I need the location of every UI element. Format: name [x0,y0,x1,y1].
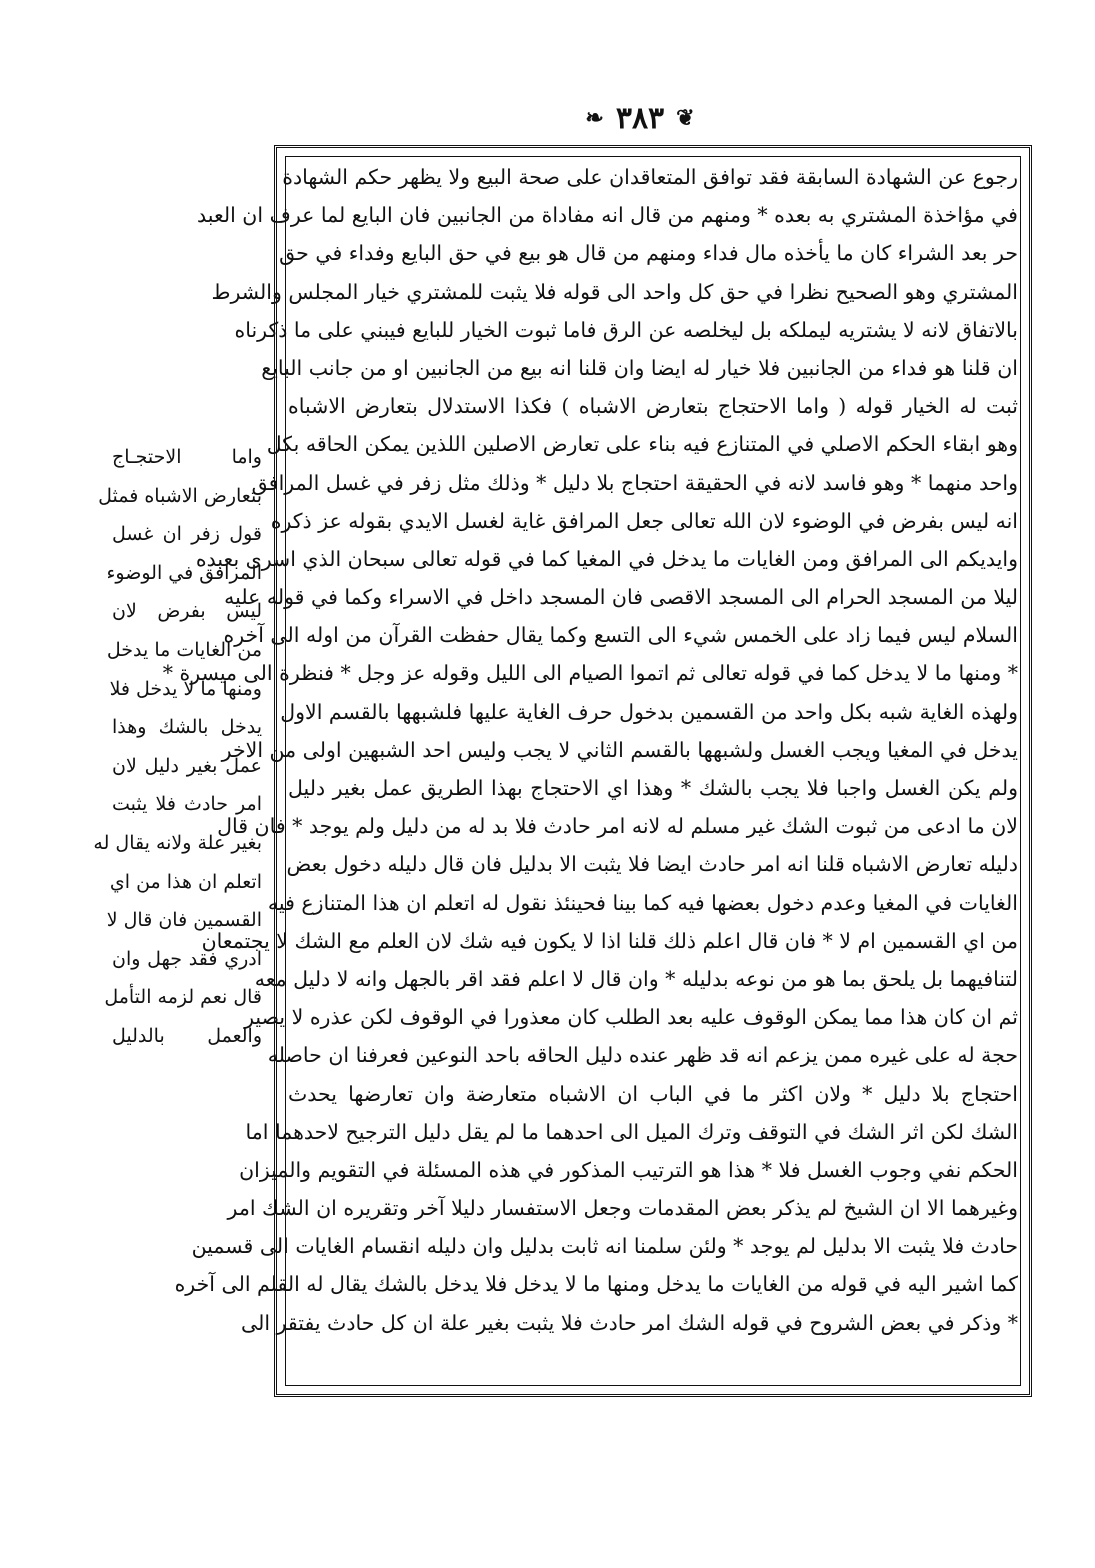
main-text-line: ان قلنا هو فداء من الجانبين فلا خيار له ايضا وان قلنا انه بيع من الجانبين او من جانب البايع [261,355,1018,380]
margin-note-line: المرافق في الوضوء [106,561,262,584]
page-number-text: ٣٨٣ [615,100,665,136]
margin-note-line: ليس بفرض لان [112,600,262,623]
main-text-line: كما اشير اليه في قوله من الغايات ما يدخل ومنها ما لا يدخل فلا يدخل بالشك يقال له القلم الى آخره [174,1272,1018,1297]
main-text-line: * وذكر في بعض الشروح في قوله الشك امر حادث فلا يثبت بغير علة ان كل حادث يفتقر الى [241,1310,1018,1335]
margin-note-line: والعمل بالدليل [112,1024,262,1047]
ornament-right-icon: ❧ [585,105,604,131]
main-text-line: حر بعد الشراء كان ما يأخذه مال فداء ومنهم من قال هو بيع في حق البايع وفداء في حق [279,241,1018,266]
margin-note-line: القسمين فان قال لا [106,909,262,932]
main-text-line: * ومنها ما لا يدخل كما في قوله تعالى ثم اتموا الصيام الى الليل وقوله عز وجل * فنظرة الى ميسرة * [162,661,1018,686]
margin-note-line: قول زفر ان غسل [112,523,262,546]
margin-note-line: بغير علة ولانه يقال له [93,831,262,854]
margin-note-line: امر حادث فلا يثبت [112,793,262,816]
margin-note-line: من الغايات ما يدخل [106,638,262,661]
margin-note-line: يدخل بالشك وهذا [112,716,262,739]
main-text-line: في مؤاخذة المشتري به بعده * ومنهم من قال انه مفاداة من الجانبين فان البايع لما عرف ان العبد [197,203,1018,228]
main-text-line: ثم ان كان هذا مما يمكن الوقوف عليه بعد الطلب كان معذورا في الوقوف لكن عذره لا يصير [244,1005,1018,1030]
margin-note-line: قال نعم لزمه التأمل [104,986,262,1009]
main-text-line: احتجاج بلا دليل * ولان اكثر ما في الباب ان الاشباه متعارضة وان تعارضها يحدث [288,1081,1018,1106]
main-text-line: واحد منهما * وهو فاسد لانه في الحقيقة احتجاج بلا دليل * وذلك مثل زفر في غسل المرافق [251,470,1018,495]
margin-note-line: عمل بغير دليل لان [112,754,262,777]
main-text-line: ثبت له الخيار قوله ( واما الاحتجاج بتعارض الاشباه ) فكذا الاستدلال بتعارض الاشباه [288,394,1018,419]
main-text-line: من اي القسمين ام لا * فان قال اعلم ذلك قلنا اذا لا يكون فيه شك لان العلم مع الشك لا يجتمعان [201,928,1018,953]
main-text-line: يدخل في المغيا ويجب الغسل ولشبهها بالقسم الثاني لا يجب وليس احد الشبهين اولى من الاخر [221,737,1018,762]
main-text-line: المشتري وهو الصحيح نظرا في حق كل واحد الى قوله فلا يثبت للمشتري خيار المجلس والشرط [211,279,1018,304]
ornament-left-icon: ❦ [676,105,695,131]
main-text-line: لتنافيهما بل يلحق بما هو من نوعه بدليله * وان قال لا اعلم فقد اقر بالجهل وانه لا دليل معه [254,966,1018,991]
main-text-line: حادث فلا يثبت الا بدليل لم يوجد * ولئن سلمنا انه ثابت بدليل وان دليله انقسام الغايات الى قسمين [191,1234,1018,1259]
margin-note-line: واما الاحتجـاج [112,446,262,468]
margin-note [93,438,262,1056]
main-text-line: ولم يكن الغسل واجبا فلا يجب بالشك * وهذا اي الاحتجاج بهذا الطريق عمل بغير دليل [288,776,1018,800]
main-text-line: لان ما ادعى من ثبوت الشك غير مسلم له لانه امر حادث فلا بد له من دليل ولم يوجد * فان قال [217,814,1018,839]
margin-note-line: بتعارض الاشباه فمثل [98,484,262,507]
main-text-line: وايديكم الى المرافق ومن الغايات ما يدخل في المغيا كما في قوله تعالى سبحان الذي اسرى بعبده [195,546,1018,571]
main-text-line: الغايات في المغيا وعدم دخول بعضها فيه كما بينا فحينئذ نقول له اتعلم ان هذا المتنازع فيه [267,890,1018,915]
margin-note-line: ادري فقد جهل وان [112,947,262,970]
main-text-line: وغيرهما الا ان الشيخ لم يذكر بعض المقدمات وجعل الاستفسار دليلا آخر وتقريره ان الشك امر [227,1196,1018,1221]
main-text-line: وهو ابقاء الحكم الاصلي في المتنازع فيه بناء على تعارض الاصلين اللذين يمكن الحاقه بكل [266,432,1018,457]
main-text-line: رجوع عن الشهادة السابقة فقد توافق المتعاقدان على صحة البيع ولا يظهر حكم الشهادة [282,165,1018,189]
main-text-line: بالاتفاق لانه لا يشتريه ليملكه بل ليخلصه عن الرق فاما ثبوت الخيار للبايع فيبني على ما ذكرناه [234,317,1018,342]
main-text-line: الشك لكن اثر الشك في التوقف وترك الميل الى احدهما ما لم يقل دليل الترجيح لاحدهما اما [245,1119,1018,1144]
main-text-line: السلام ليس فيما زاد على الخمس شيء الى التسع وكما يقال حفظت القرآن من اوله الى آخره [223,623,1018,648]
margin-note-line: ومنها ما لا يدخل فلا [109,677,262,700]
main-text-line: انه ليس بفرض في الوضوء لان الله تعالى جعل المرافق غاية لغسل الايدي بقوله عز ذكره [270,508,1018,533]
main-text-line: ليلا من المسجد الحرام الى المسجد الاقصى فان المسجد داخل في الاسراء وكما في قوله عليه [224,585,1018,610]
main-text-line: حجة له على غيره ممن يزعم انه قد ظهر عنده دليل الحاقه باحد النوعين فعرفنا ان حاصله [267,1043,1018,1068]
main-text-line: الحكم نفي وجوب الغسل فلا * هذا هو الترتيب المذكور في هذه المسئلة في التقويم والميزان [239,1157,1018,1182]
page-number [560,96,720,140]
margin-note-line: اتعلم ان هذا من اي [109,870,262,893]
main-text-line: دليله تعارض الاشباه قلنا انه امر حادث ايضا فلا يثبت الا بدليل فان قال دليله دخول بعض [286,852,1018,877]
main-text-line: ولهذه الغاية شبه بكل واحد من القسمين بدخول حرف الغاية عليها فلشبهها بالقسم الاول [280,699,1018,724]
